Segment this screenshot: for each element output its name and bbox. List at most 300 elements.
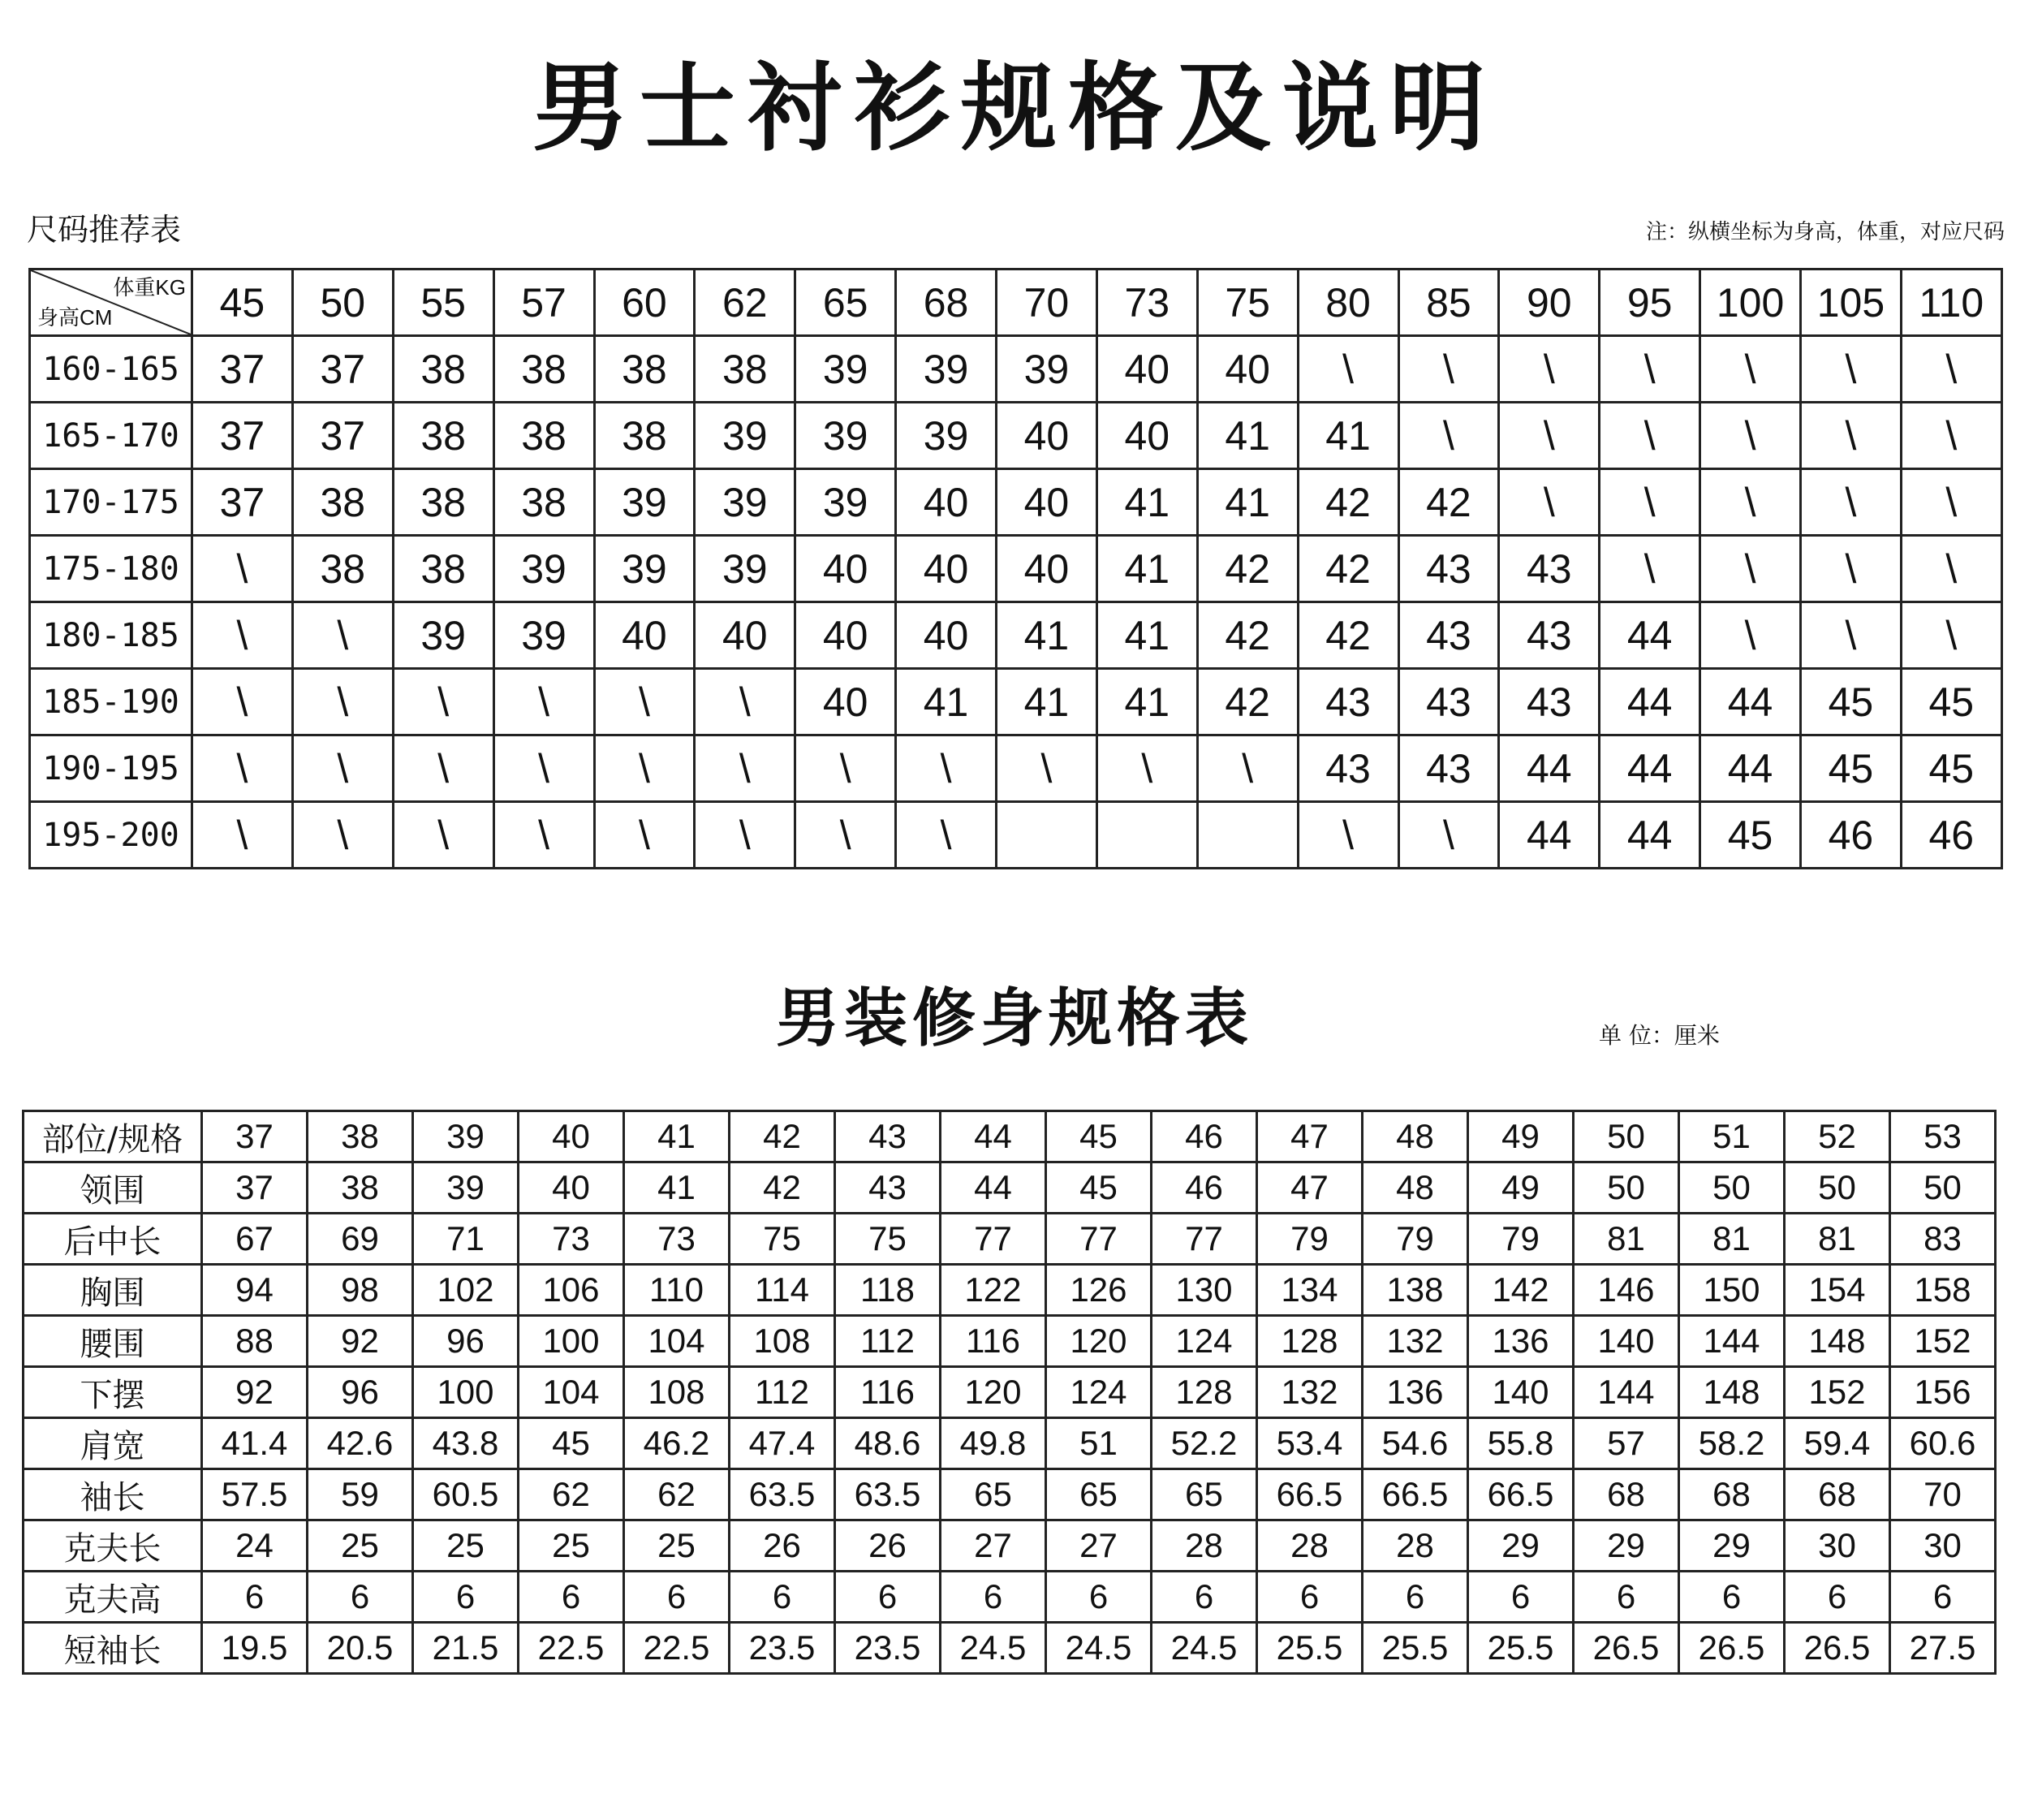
measurement-value-cell: 122 bbox=[941, 1265, 1046, 1316]
table-row bbox=[24, 1316, 1996, 1367]
table-row bbox=[30, 403, 2002, 469]
measurement-value-cell: 110 bbox=[624, 1265, 730, 1316]
measurement-value-cell: 27.5 bbox=[1890, 1623, 1996, 1674]
measurement-value-cell: 57 bbox=[1574, 1418, 1679, 1469]
size-cell: 44 bbox=[1600, 602, 1700, 669]
measurement-value-cell: 136 bbox=[1468, 1316, 1574, 1367]
size-cell: 41 bbox=[1096, 669, 1197, 735]
size-cell: 38 bbox=[393, 469, 493, 536]
size-cell: \ bbox=[493, 735, 594, 802]
measurement-value-cell: 58.2 bbox=[1679, 1418, 1785, 1469]
size-cell: 45 bbox=[1901, 735, 2001, 802]
measurement-value-cell: 156 bbox=[1890, 1367, 1996, 1418]
size-cell: 39 bbox=[695, 536, 795, 602]
weight-header-cell: 90 bbox=[1499, 270, 1600, 336]
size-table-label: 尺码推荐表 bbox=[27, 212, 182, 248]
size-cell: \ bbox=[1499, 469, 1600, 536]
size-cell: 37 bbox=[192, 336, 293, 403]
table-row bbox=[30, 536, 2002, 602]
measurement-value-cell: 68 bbox=[1679, 1469, 1785, 1520]
measurement-label-cell: 腰围 bbox=[24, 1316, 202, 1367]
size-cell: \ bbox=[896, 802, 997, 869]
measurement-value-cell: 43 bbox=[835, 1162, 941, 1214]
size-cell: 40 bbox=[1197, 336, 1298, 403]
measurement-value-cell: 62 bbox=[519, 1469, 624, 1520]
measurement-value-cell: 128 bbox=[1152, 1367, 1257, 1418]
size-cell: \ bbox=[1700, 469, 1801, 536]
size-cell: 41 bbox=[1096, 469, 1197, 536]
measurement-value-cell: 104 bbox=[624, 1316, 730, 1367]
measurement-value-cell: 132 bbox=[1363, 1316, 1468, 1367]
measurement-value-cell: 52.2 bbox=[1152, 1418, 1257, 1469]
size-cell: 38 bbox=[393, 536, 493, 602]
measurement-value-cell: 152 bbox=[1785, 1367, 1890, 1418]
measurement-value-cell: 106 bbox=[519, 1265, 624, 1316]
size-cell: \ bbox=[795, 802, 896, 869]
size-cell: 42 bbox=[1298, 536, 1398, 602]
size-cell: \ bbox=[695, 802, 795, 869]
size-cell: \ bbox=[1801, 336, 1902, 403]
weight-header-cell: 70 bbox=[997, 270, 1097, 336]
size-header-cell: 46 bbox=[1152, 1111, 1257, 1162]
measurement-value-cell: 46.2 bbox=[624, 1418, 730, 1469]
table-header-row bbox=[24, 1111, 1996, 1162]
measurement-value-cell: 73 bbox=[519, 1214, 624, 1265]
measurement-value-cell: 28 bbox=[1257, 1520, 1363, 1572]
size-cell bbox=[997, 802, 1097, 869]
size-cell: 40 bbox=[1096, 336, 1197, 403]
measurement-value-cell: 126 bbox=[1046, 1265, 1152, 1316]
measurement-label-cell: 短袖长 bbox=[24, 1623, 202, 1674]
size-cell: \ bbox=[493, 669, 594, 735]
size-cell: 44 bbox=[1600, 669, 1700, 735]
measurement-value-cell: 138 bbox=[1363, 1265, 1468, 1316]
size-cell: 45 bbox=[1700, 802, 1801, 869]
size-cell: \ bbox=[1398, 403, 1499, 469]
size-cell: 40 bbox=[695, 602, 795, 669]
size-header-cell: 48 bbox=[1363, 1111, 1468, 1162]
size-cell: 39 bbox=[896, 403, 997, 469]
measurement-value-cell: 83 bbox=[1890, 1214, 1996, 1265]
size-cell: 37 bbox=[192, 469, 293, 536]
table-row bbox=[24, 1214, 1996, 1265]
measurement-value-cell: 92 bbox=[202, 1367, 308, 1418]
height-range-cell: 165-170 bbox=[30, 403, 192, 469]
measurement-label-cell: 肩宽 bbox=[24, 1418, 202, 1469]
size-header-cell: 43 bbox=[835, 1111, 941, 1162]
table-row bbox=[30, 469, 2002, 536]
size-header-cell: 38 bbox=[308, 1111, 413, 1162]
size-cell: 43 bbox=[1398, 669, 1499, 735]
measurement-value-cell: 132 bbox=[1257, 1367, 1363, 1418]
measurement-value-cell: 88 bbox=[202, 1316, 308, 1367]
size-cell: \ bbox=[1499, 336, 1600, 403]
size-cell: 45 bbox=[1801, 735, 1902, 802]
size-cell: \ bbox=[393, 735, 493, 802]
table-row bbox=[24, 1418, 1996, 1469]
measurement-value-cell: 55.8 bbox=[1468, 1418, 1574, 1469]
page-title: 男士衬衫规格及说明 bbox=[532, 52, 1497, 164]
size-cell: \ bbox=[1600, 469, 1700, 536]
table-row bbox=[24, 1265, 1996, 1316]
measurement-value-cell: 77 bbox=[1046, 1214, 1152, 1265]
size-cell: 38 bbox=[695, 336, 795, 403]
size-cell: 43 bbox=[1398, 602, 1499, 669]
measurement-value-cell: 68 bbox=[1574, 1469, 1679, 1520]
height-range-cell: 180-185 bbox=[30, 602, 192, 669]
table-row bbox=[30, 336, 2002, 403]
weight-header-cell: 105 bbox=[1801, 270, 1902, 336]
measurement-value-cell: 79 bbox=[1468, 1214, 1574, 1265]
size-header-cell: 49 bbox=[1468, 1111, 1574, 1162]
size-cell: 39 bbox=[695, 469, 795, 536]
measurement-value-cell: 41 bbox=[624, 1162, 730, 1214]
size-cell: \ bbox=[1197, 735, 1298, 802]
measurement-value-cell: 6 bbox=[413, 1572, 519, 1623]
size-cell: 42 bbox=[1398, 469, 1499, 536]
measurement-value-cell: 6 bbox=[308, 1572, 413, 1623]
measurement-value-cell: 30 bbox=[1785, 1520, 1890, 1572]
measurement-label-cell: 领围 bbox=[24, 1162, 202, 1214]
size-cell: \ bbox=[1801, 403, 1902, 469]
size-cell: 40 bbox=[997, 403, 1097, 469]
size-cell: 38 bbox=[292, 469, 393, 536]
measurement-value-cell: 79 bbox=[1257, 1214, 1363, 1265]
measurement-value-cell: 28 bbox=[1152, 1520, 1257, 1572]
size-header-cell: 37 bbox=[202, 1111, 308, 1162]
size-cell: 40 bbox=[795, 669, 896, 735]
measurement-value-cell: 40 bbox=[519, 1162, 624, 1214]
measurement-value-cell: 81 bbox=[1574, 1214, 1679, 1265]
size-cell: 38 bbox=[493, 469, 594, 536]
size-cell: 43 bbox=[1499, 669, 1600, 735]
measurement-value-cell: 24.5 bbox=[1046, 1623, 1152, 1674]
measurement-value-cell: 116 bbox=[941, 1316, 1046, 1367]
measurement-value-cell: 71 bbox=[413, 1214, 519, 1265]
measurement-value-cell: 134 bbox=[1257, 1265, 1363, 1316]
measurement-value-cell: 50 bbox=[1574, 1162, 1679, 1214]
size-cell: 43 bbox=[1398, 735, 1499, 802]
size-cell: \ bbox=[795, 735, 896, 802]
table-row bbox=[30, 735, 2002, 802]
measurement-value-cell: 57.5 bbox=[202, 1469, 308, 1520]
measurement-value-cell: 39 bbox=[413, 1162, 519, 1214]
size-cell: 38 bbox=[393, 403, 493, 469]
measurement-value-cell: 75 bbox=[835, 1214, 941, 1265]
size-cell: \ bbox=[292, 802, 393, 869]
size-cell: 40 bbox=[795, 536, 896, 602]
measurement-value-cell: 6 bbox=[1679, 1572, 1785, 1623]
measurement-value-cell: 6 bbox=[1046, 1572, 1152, 1623]
table-row bbox=[30, 802, 2002, 869]
table-row bbox=[30, 602, 2002, 669]
table-row bbox=[24, 1162, 1996, 1214]
measurement-value-cell: 47 bbox=[1257, 1162, 1363, 1214]
weight-header-cell: 45 bbox=[192, 270, 293, 336]
size-cell: \ bbox=[1901, 336, 2001, 403]
measurement-value-cell: 148 bbox=[1679, 1367, 1785, 1418]
size-cell: 37 bbox=[192, 403, 293, 469]
measurement-value-cell: 47.4 bbox=[730, 1418, 835, 1469]
size-cell: \ bbox=[1298, 336, 1398, 403]
size-cell: 43 bbox=[1398, 536, 1499, 602]
measurement-value-cell: 65 bbox=[941, 1469, 1046, 1520]
measurement-value-cell: 26.5 bbox=[1679, 1623, 1785, 1674]
table-row bbox=[24, 1623, 1996, 1674]
measurement-value-cell: 69 bbox=[308, 1214, 413, 1265]
measurement-value-cell: 92 bbox=[308, 1316, 413, 1367]
measurement-value-cell: 25 bbox=[413, 1520, 519, 1572]
corner-height-label: 身高CM bbox=[37, 305, 113, 330]
size-cell: \ bbox=[1801, 536, 1902, 602]
measurement-value-cell: 66.5 bbox=[1468, 1469, 1574, 1520]
measurement-value-cell: 150 bbox=[1679, 1265, 1785, 1316]
size-cell: \ bbox=[1600, 336, 1700, 403]
weight-header-cell: 110 bbox=[1901, 270, 2001, 336]
size-cell: \ bbox=[1096, 735, 1197, 802]
measurement-value-cell: 24.5 bbox=[941, 1623, 1046, 1674]
measurement-value-cell: 24 bbox=[202, 1520, 308, 1572]
measurement-label-cell: 克夫高 bbox=[24, 1572, 202, 1623]
measurement-value-cell: 108 bbox=[730, 1316, 835, 1367]
weight-header-cell: 55 bbox=[393, 270, 493, 336]
size-cell: 37 bbox=[292, 336, 393, 403]
measurement-value-cell: 152 bbox=[1890, 1316, 1996, 1367]
measurement-value-cell: 144 bbox=[1574, 1367, 1679, 1418]
size-cell: 44 bbox=[1600, 735, 1700, 802]
measurement-label-cell: 袖长 bbox=[24, 1469, 202, 1520]
size-cell: 40 bbox=[896, 469, 997, 536]
size-cell: \ bbox=[997, 735, 1097, 802]
measurement-value-cell: 30 bbox=[1890, 1520, 1996, 1572]
measurement-value-cell: 22.5 bbox=[624, 1623, 730, 1674]
measurement-value-cell: 140 bbox=[1574, 1316, 1679, 1367]
measurement-value-cell: 65 bbox=[1152, 1469, 1257, 1520]
measurement-label-cell: 下摆 bbox=[24, 1367, 202, 1418]
measurement-label-cell: 胸围 bbox=[24, 1265, 202, 1316]
size-cell: 39 bbox=[594, 469, 695, 536]
measurement-value-cell: 65 bbox=[1046, 1469, 1152, 1520]
measurement-value-cell: 154 bbox=[1785, 1265, 1890, 1316]
size-cell: 44 bbox=[1499, 735, 1600, 802]
size-cell: 40 bbox=[795, 602, 896, 669]
measurement-value-cell: 108 bbox=[624, 1367, 730, 1418]
measurement-value-cell: 59.4 bbox=[1785, 1418, 1890, 1469]
measurement-value-cell: 45 bbox=[519, 1418, 624, 1469]
size-cell: 43 bbox=[1499, 536, 1600, 602]
size-header-cell: 53 bbox=[1890, 1111, 1996, 1162]
size-cell: \ bbox=[1499, 403, 1600, 469]
size-cell: 44 bbox=[1700, 669, 1801, 735]
measurement-value-cell: 46 bbox=[1152, 1162, 1257, 1214]
measurement-value-cell: 42.6 bbox=[308, 1418, 413, 1469]
size-cell: 38 bbox=[493, 403, 594, 469]
measurement-value-cell: 6 bbox=[519, 1572, 624, 1623]
measurement-value-cell: 118 bbox=[835, 1265, 941, 1316]
measurement-value-cell: 100 bbox=[413, 1367, 519, 1418]
measurement-value-cell: 77 bbox=[941, 1214, 1046, 1265]
measurement-value-cell: 49.8 bbox=[941, 1418, 1046, 1469]
weight-header-cell: 95 bbox=[1600, 270, 1700, 336]
measurement-value-cell: 29 bbox=[1468, 1520, 1574, 1572]
measurement-value-cell: 104 bbox=[519, 1367, 624, 1418]
size-cell: \ bbox=[1700, 602, 1801, 669]
measurement-value-cell: 136 bbox=[1363, 1367, 1468, 1418]
size-cell bbox=[1096, 802, 1197, 869]
size-cell: 39 bbox=[997, 336, 1097, 403]
size-cell: \ bbox=[1398, 336, 1499, 403]
size-cell: \ bbox=[594, 802, 695, 869]
size-cell: \ bbox=[292, 669, 393, 735]
table-row bbox=[24, 1469, 1996, 1520]
size-cell: 38 bbox=[594, 403, 695, 469]
measurement-value-cell: 26.5 bbox=[1785, 1623, 1890, 1674]
size-header-cell: 52 bbox=[1785, 1111, 1890, 1162]
measurement-value-cell: 6 bbox=[1468, 1572, 1574, 1623]
measurement-value-cell: 120 bbox=[941, 1367, 1046, 1418]
measurement-value-cell: 29 bbox=[1574, 1520, 1679, 1572]
size-cell: 40 bbox=[896, 536, 997, 602]
height-range-cell: 170-175 bbox=[30, 469, 192, 536]
measurement-value-cell: 6 bbox=[1574, 1572, 1679, 1623]
measurement-value-cell: 60.5 bbox=[413, 1469, 519, 1520]
table-row bbox=[24, 1367, 1996, 1418]
size-cell: \ bbox=[1901, 536, 2001, 602]
size-cell: 38 bbox=[393, 336, 493, 403]
measurement-value-cell: 73 bbox=[624, 1214, 730, 1265]
size-header-cell: 50 bbox=[1574, 1111, 1679, 1162]
measurement-value-cell: 96 bbox=[308, 1367, 413, 1418]
size-cell: \ bbox=[896, 735, 997, 802]
size-cell: 43 bbox=[1298, 735, 1398, 802]
weight-header-cell: 65 bbox=[795, 270, 896, 336]
measurement-value-cell: 112 bbox=[730, 1367, 835, 1418]
measurement-value-cell: 100 bbox=[519, 1316, 624, 1367]
measurement-value-cell: 25 bbox=[624, 1520, 730, 1572]
size-cell: \ bbox=[1600, 536, 1700, 602]
size-cell: 38 bbox=[594, 336, 695, 403]
size-cell: 42 bbox=[1197, 602, 1298, 669]
size-cell: \ bbox=[393, 802, 493, 869]
size-cell: 40 bbox=[594, 602, 695, 669]
weight-header-cell: 85 bbox=[1398, 270, 1499, 336]
measurement-value-cell: 54.6 bbox=[1363, 1418, 1468, 1469]
size-cell: 42 bbox=[1197, 669, 1298, 735]
size-cell: 45 bbox=[1901, 669, 2001, 735]
measurement-value-cell: 24.5 bbox=[1152, 1623, 1257, 1674]
measurement-value-cell: 25 bbox=[308, 1520, 413, 1572]
size-cell: 41 bbox=[1197, 469, 1298, 536]
measurement-value-cell: 25 bbox=[519, 1520, 624, 1572]
measurement-value-cell: 51 bbox=[1046, 1418, 1152, 1469]
measurement-value-cell: 29 bbox=[1679, 1520, 1785, 1572]
size-cell: \ bbox=[1901, 602, 2001, 669]
measurement-value-cell: 48 bbox=[1363, 1162, 1468, 1214]
measurement-value-cell: 158 bbox=[1890, 1265, 1996, 1316]
measurement-value-cell: 120 bbox=[1046, 1316, 1152, 1367]
size-cell: 40 bbox=[997, 536, 1097, 602]
table-row bbox=[24, 1572, 1996, 1623]
size-cell: \ bbox=[192, 735, 293, 802]
size-header-cell: 41 bbox=[624, 1111, 730, 1162]
size-cell: 39 bbox=[795, 469, 896, 536]
table-row bbox=[24, 1520, 1996, 1572]
size-cell: 44 bbox=[1700, 735, 1801, 802]
measurement-value-cell: 20.5 bbox=[308, 1623, 413, 1674]
measurement-value-cell: 19.5 bbox=[202, 1623, 308, 1674]
measurement-value-cell: 70 bbox=[1890, 1469, 1996, 1520]
measurement-value-cell: 144 bbox=[1679, 1316, 1785, 1367]
measurement-value-cell: 62 bbox=[624, 1469, 730, 1520]
size-cell: 41 bbox=[1096, 602, 1197, 669]
measurement-value-cell: 45 bbox=[1046, 1162, 1152, 1214]
weight-header-cell: 100 bbox=[1700, 270, 1801, 336]
measurement-value-cell: 128 bbox=[1257, 1316, 1363, 1367]
measurement-value-cell: 21.5 bbox=[413, 1623, 519, 1674]
size-cell: 40 bbox=[997, 469, 1097, 536]
measurement-value-cell: 146 bbox=[1574, 1265, 1679, 1316]
size-cell: 39 bbox=[795, 336, 896, 403]
size-cell: 38 bbox=[493, 336, 594, 403]
measurement-value-cell: 140 bbox=[1468, 1367, 1574, 1418]
measurement-value-cell: 6 bbox=[835, 1572, 941, 1623]
size-cell: 39 bbox=[493, 602, 594, 669]
size-cell: \ bbox=[292, 602, 393, 669]
size-cell: 37 bbox=[292, 403, 393, 469]
measurement-label-cell: 后中长 bbox=[24, 1214, 202, 1265]
size-cell: \ bbox=[695, 735, 795, 802]
measurement-value-cell: 79 bbox=[1363, 1214, 1468, 1265]
measurement-value-cell: 43.8 bbox=[413, 1418, 519, 1469]
size-header-cell: 42 bbox=[730, 1111, 835, 1162]
measurement-value-cell: 102 bbox=[413, 1265, 519, 1316]
measurement-value-cell: 49 bbox=[1468, 1162, 1574, 1214]
measurement-value-cell: 50 bbox=[1679, 1162, 1785, 1214]
corner-header-cell bbox=[30, 270, 192, 336]
size-cell: 44 bbox=[1600, 802, 1700, 869]
measurement-value-cell: 50 bbox=[1890, 1162, 1996, 1214]
size-cell: \ bbox=[393, 669, 493, 735]
measurement-label-cell: 克夫长 bbox=[24, 1520, 202, 1572]
measurement-value-cell: 6 bbox=[624, 1572, 730, 1623]
measurement-value-cell: 63.5 bbox=[835, 1469, 941, 1520]
size-cell: \ bbox=[192, 802, 293, 869]
measurement-value-cell: 114 bbox=[730, 1265, 835, 1316]
size-cell: 41 bbox=[997, 669, 1097, 735]
measurement-value-cell: 48.6 bbox=[835, 1418, 941, 1469]
measurement-value-cell: 81 bbox=[1679, 1214, 1785, 1265]
measurement-value-cell: 63.5 bbox=[730, 1469, 835, 1520]
measurement-value-cell: 38 bbox=[308, 1162, 413, 1214]
measurement-value-cell: 37 bbox=[202, 1162, 308, 1214]
size-cell: \ bbox=[192, 536, 293, 602]
measurement-value-cell: 124 bbox=[1152, 1316, 1257, 1367]
size-cell: 46 bbox=[1901, 802, 2001, 869]
table-header-row bbox=[30, 270, 2002, 336]
measurement-value-cell: 6 bbox=[202, 1572, 308, 1623]
size-cell: \ bbox=[1700, 403, 1801, 469]
size-cell: \ bbox=[1700, 336, 1801, 403]
size-cell: 41 bbox=[997, 602, 1097, 669]
size-cell: \ bbox=[1700, 536, 1801, 602]
unit-note: 单 位：厘米 bbox=[1599, 1022, 1720, 1049]
size-cell: \ bbox=[594, 669, 695, 735]
size-cell: 39 bbox=[594, 536, 695, 602]
size-cell: \ bbox=[1298, 802, 1398, 869]
measurement-value-cell: 81 bbox=[1785, 1214, 1890, 1265]
measurement-value-cell: 6 bbox=[1890, 1572, 1996, 1623]
measurement-value-cell: 25.5 bbox=[1257, 1623, 1363, 1674]
